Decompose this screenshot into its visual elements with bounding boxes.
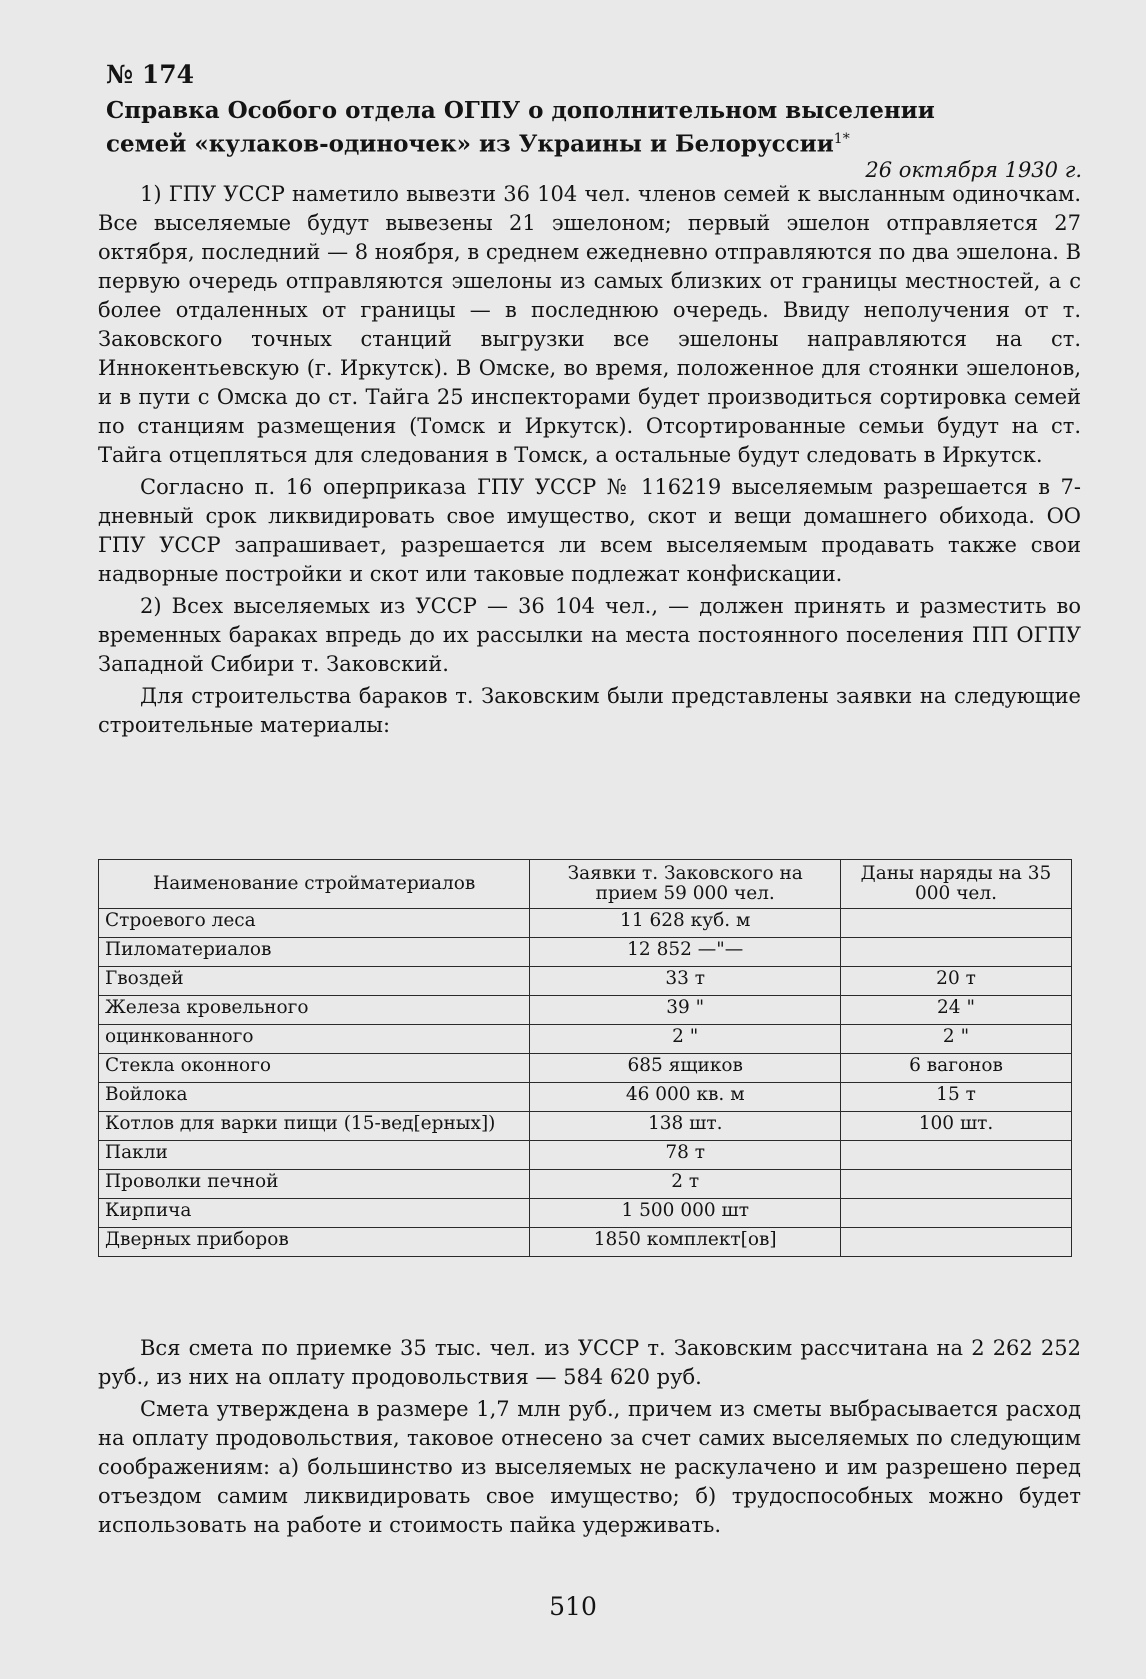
- request-value: 138 шт.: [530, 1112, 841, 1141]
- paragraph: 1) ГПУ УССР наметило вывезти 36 104 чел. членов семей к высланным одиночкам. Все выселяемые будут вывезены 21 эшелоном; первый эшелон отправляется 27 октября, последний — 8 ноября, в среднем ежедневно отправляются по два эшелона. В первую очередь отправляются эшелоны из самых близких от границы местностей, а с более отдаленных от границы — в последнюю очередь. Ввиду неполучения от т. Заковского точных станций выгрузки все эшелоны направляются на ст. Иннокентьевскую (г. Иркутск). В Омске, во время, положенное для стоянки эшелонов, и в пути с Омска до ст. Тайга 25 инспекторами будет производиться сортировка семей по станциям размещения (Томск и Иркутск). Отсортированные семьи будут на ст. Тайга отцепляться для следования в Томск, а остальные будут следовать в Иркутск.: [98, 182, 1082, 467]
- order-value: 100 шт.: [841, 1112, 1072, 1141]
- table-row: [99, 1199, 1072, 1228]
- order-value: 2 ": [841, 1025, 1072, 1054]
- header-orders: Даны наряды на 35 000 чел.: [841, 860, 1072, 909]
- request-value: 685 ящиков: [530, 1054, 841, 1083]
- paragraph: Для строительства бараков т. Заковским были представлены заявки на следующие строительные материалы:: [98, 684, 1081, 737]
- body-bottom: [98, 1334, 1081, 1543]
- page-number: 510: [549, 1592, 597, 1621]
- material-name: Пиломатериалов: [99, 938, 530, 967]
- document-title-text: Справка Особого отдела ОГПУ о дополнительном выселении семей «кулаков-одиночек» из Украины и Белоруссии: [106, 97, 935, 158]
- material-name: Гвоздей: [99, 967, 530, 996]
- request-value: 2 ": [530, 1025, 841, 1054]
- body-top: [98, 180, 1081, 743]
- header-requests: Заявки т. Заковского на прием 59 000 чел.: [530, 860, 841, 909]
- material-name: Кирпича: [99, 1199, 530, 1228]
- table-row: [99, 1228, 1072, 1257]
- table-row: [99, 1170, 1072, 1199]
- material-name: Железа кровельного: [99, 996, 530, 1025]
- material-name: Проволки печной: [99, 1170, 530, 1199]
- request-value: 1850 комплект[ов]: [530, 1228, 841, 1257]
- order-value: [841, 909, 1072, 938]
- table-row: [99, 1083, 1072, 1112]
- material-name: Войлока: [99, 1083, 530, 1112]
- order-value: [841, 1141, 1072, 1170]
- document-number: № 174: [106, 60, 195, 89]
- materials-table: [98, 859, 1072, 1257]
- table-row: [99, 938, 1072, 967]
- document-date: 26 октября 1930 г.: [865, 158, 1082, 182]
- material-name: Пакли: [99, 1141, 530, 1170]
- request-value: 33 т: [530, 967, 841, 996]
- order-value: 6 вагонов: [841, 1054, 1072, 1083]
- table-row: [99, 967, 1072, 996]
- request-value: 2 т: [530, 1170, 841, 1199]
- table-row: [99, 1112, 1072, 1141]
- request-value: 46 000 кв. м: [530, 1083, 841, 1112]
- order-value: 24 ": [841, 996, 1072, 1025]
- request-value: 39 ": [530, 996, 841, 1025]
- request-value: 1 500 000 шт: [530, 1199, 841, 1228]
- request-value: 12 852 —"—: [530, 938, 841, 967]
- order-value: 20 т: [841, 967, 1072, 996]
- order-value: [841, 1199, 1072, 1228]
- material-name: Котлов для варки пищи (15-вед[ерных]): [99, 1112, 530, 1141]
- material-name: Дверных приборов: [99, 1228, 530, 1257]
- order-value: 15 т: [841, 1083, 1072, 1112]
- table-row: [99, 1025, 1072, 1054]
- paragraph: 2) Всех выселяемых из УССР — 36 104 чел., — должен принять и разместить во временных бараках впредь до их рассылки на места постоянного поселения ПП ОГПУ Западной Сибири т. Заковский.: [98, 594, 1081, 676]
- document-title: [106, 96, 1006, 159]
- material-name: Строевого леса: [99, 909, 530, 938]
- table-row: [99, 1054, 1072, 1083]
- paragraph: Смета утверждена в размере 1,7 млн руб., причем из сметы выбрасывается расход на оплату продовольствия, таковое отнесено за счет самих выселяемых по следующим соображениям: а) большинство из выселяемых не раскулачено и им разрешено перед отъездом самим ликвидировать свое имущество; б) трудоспособных можно будет использовать на работе и стоимость пайка удерживать.: [98, 1397, 1081, 1537]
- footnote-mark: 1*: [833, 131, 850, 147]
- request-value: 78 т: [530, 1141, 841, 1170]
- order-value: [841, 938, 1072, 967]
- header-materials: Наименование стройматериалов: [99, 860, 530, 909]
- order-value: [841, 1170, 1072, 1199]
- table-row: [99, 996, 1072, 1025]
- table-header-row: [99, 860, 1072, 909]
- table-row: [99, 1141, 1072, 1170]
- order-value: [841, 1228, 1072, 1257]
- material-name: Стекла оконного: [99, 1054, 530, 1083]
- request-value: 11 628 куб. м: [530, 909, 841, 938]
- material-name: оцинкованного: [99, 1025, 530, 1054]
- paragraph: Вся смета по приемке 35 тыс. чел. из УССР т. Заковским рассчитана на 2 262 252 руб., из них на оплату продовольствия — 584 620 руб.: [98, 1336, 1081, 1389]
- paragraph: Согласно п. 16 оперприказа ГПУ УССР № 116219 выселяемым разрешается в 7-дневный срок ликвидировать свое имущество, скот и вещи домашнего обихода. ОО ГПУ УССР запрашивает, разрешается ли всем выселяемым продавать также свои надворные постройки и скот или таковые подлежат конфискации.: [98, 475, 1081, 586]
- table-row: [99, 909, 1072, 938]
